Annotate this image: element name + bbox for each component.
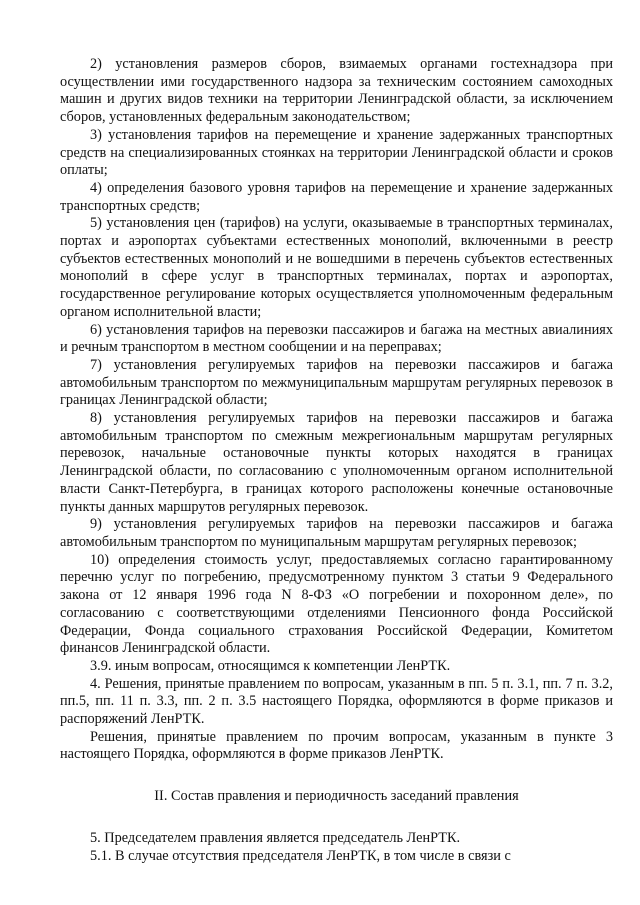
- paragraph-4: 4. Решения, принятые правлением по вопросам, указанным в пп. 5 п. 3.1, пп. 7 п. 3.2, пп.5, пп. 11 п. 3.3, пп. 2 п. 3.5 настоящего Порядка, оформляются в форме приказов и распоряжений ЛенРТК.: [60, 675, 613, 728]
- document-page: [60, 56, 613, 865]
- paragraph-item-6: 6) установления тарифов на перевозки пассажиров и багажа на местных авиалиниях и речным транспортом в местном сообщении и на переправах;: [60, 321, 613, 356]
- paragraph-item-8: 8) установления регулируемых тарифов на перевозки пассажиров и багажа автомобильным транспортом по смежным межрегиональным маршрутам регулярных перевозок, начальные остановочные пункты которых находятся в границах Ленинградской области, по согласованию с уполномоченным органом исполнительной власти Санкт-Петербурга, в границах которого расположены конечные остановочные пункты данных маршрутов регулярных перевозок.: [60, 410, 613, 515]
- paragraph-item-2: 2) установления размеров сборов, взимаемых органами гостехнадзора при осуществлении ими государственного надзора за техническим состоянием самоходных машин и других видов техники на территории Ленинградской области, за исключением сборов, установленных федеральным законодательством;: [60, 56, 613, 126]
- paragraph-5: 5. Председателем правления является председатель ЛенРТК.: [90, 829, 461, 846]
- paragraph-5-1: 5.1. В случае отсутствия председателя ЛенРТК, в том числе в связи с: [90, 847, 511, 864]
- paragraph-item-9: 9) установления регулируемых тарифов на перевозки пассажиров и багажа автомобильным транспортом по муниципальным маршрутам регулярных перевозок;: [60, 516, 613, 550]
- paragraph-decisions: Решения, принятые правлением по прочим вопросам, указанным в пункте 3 настоящего Порядка, оформляются в форме приказов ЛенРТК.: [60, 728, 613, 763]
- paragraph-item-10: 10) определения стоимость услуг, предоставляемых согласно гарантированному перечню услуг по погребению, предусмотренному пунктом 3 статьи 9 Федерального закона от 12 января 1996 года N 8-ФЗ «О погребении и похоронном деле», по согласованию с соответствующими отделениями Пенсионного фонда Российской Федерации, Фонда социального страхования Российской Федерации, Комитетом финансов Ленинградской области.: [60, 551, 613, 657]
- paragraph-item-4: 4) определения базового уровня тарифов на перемещение и хранение задержанных транспортных средств;: [60, 179, 613, 214]
- paragraph-item-3: 3) установления тарифов на перемещение и хранение задержанных транспортных средств на специализированных стоянках на территории Ленинградской области и сроков оплаты;: [60, 126, 613, 179]
- paragraph-item-5: 5) установления цен (тарифов) на услуги, оказываемые в транспортных терминалах, портах и аэропортах субъектами естественных монополий, включенными в реестр субъектов естественных монополий и не вошедшими в перечень субъектов естественных монополий в сфере услуг в транспортных терминалах, портах и аэропортах, государственное регулирование которых осуществляется уполномоченным федеральным органом исполнительной власти;: [60, 215, 613, 320]
- section-heading: II. Состав правления и периодичность заседаний правления: [154, 788, 519, 805]
- paragraph-3-9: 3.9. иным вопросам, относящимся к компетенции ЛенРТК.: [90, 657, 451, 674]
- paragraph-item-7: 7) установления регулируемых тарифов на перевозки пассажиров и багажа автомобильным транспортом по межмуниципальным маршрутам регулярных перевозок в границах Ленинградской области;: [60, 356, 613, 409]
